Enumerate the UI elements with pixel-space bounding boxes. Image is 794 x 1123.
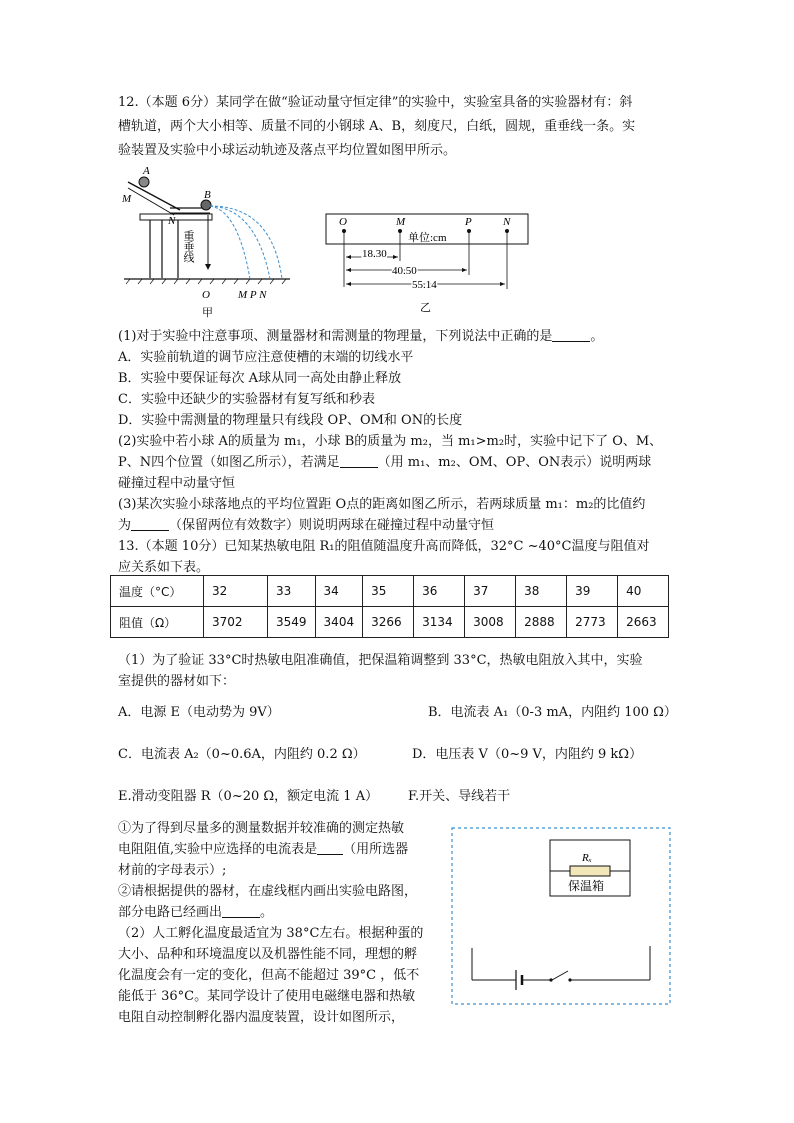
figure-yi-ruler	[320, 205, 540, 323]
table-cell: 2888	[516, 607, 567, 638]
fig-jia-label-A: A	[143, 165, 150, 177]
table-cell: 34	[315, 576, 363, 607]
q13-part2-line3: 化温度会有一定的变化，但高不能超过 39°C ，低不	[118, 968, 420, 983]
q13-item2-line1: ②请根据提供的器材，在虚线框内画出实验电路图，	[118, 884, 418, 899]
q12-option-A: A．实验前轨道的调节应注意使槽的末端的切线水平	[118, 350, 414, 365]
temperature-resistance-table	[110, 575, 669, 638]
table-row	[111, 607, 669, 638]
equipment-A: A．电源 E（电动势为 9V）	[118, 705, 280, 720]
table-cell: 36	[414, 576, 465, 607]
table-cell: 3702	[204, 607, 268, 638]
fig-jia-label-B: B	[204, 189, 211, 201]
fig-jia-label-N: N	[168, 215, 176, 227]
table-cell: 38	[516, 576, 567, 607]
table-header-res: 阻值（Ω）	[111, 607, 204, 638]
answer-blank-3[interactable]	[131, 518, 169, 531]
table-cell: 33	[268, 576, 316, 607]
answer-blank-1[interactable]	[552, 329, 590, 342]
table-cell: 3134	[414, 607, 465, 638]
q13-part2-line2: 大小、品种和环境温度以及机器性能不同，理想的孵	[118, 947, 418, 962]
table-header-temp: 温度（°C）	[111, 576, 204, 607]
table-cell: 3549	[268, 607, 316, 638]
q13-part2-line1: （2）人工孵化温度最适宜为 38°C左右。根据种蛋的	[118, 926, 424, 941]
q13-part1-line2: 室提供的器材如下：	[118, 674, 236, 689]
table-cell: 35	[363, 576, 414, 607]
fig-yi-label-O: O	[339, 216, 347, 228]
resistor-rx-label: Rₓ	[582, 852, 592, 864]
equipment-E: E.滑动变阻器 R（0~20 Ω，额定电流 1 A）	[118, 789, 379, 804]
table-cell: 3008	[465, 607, 516, 638]
fig-yi-label-P: P	[465, 216, 472, 228]
q13-item1-line3: 材前的字母表示）;	[118, 863, 227, 878]
q12-option-C: C．实验中还缺少的实验器材有复写纸和秒表	[118, 392, 375, 407]
q12-option-B: B．实验中要保证每次 A球从同一高处由静止释放	[118, 371, 402, 386]
fig-yi-unit: 单位:cm	[408, 232, 447, 244]
table-cell: 39	[567, 576, 618, 607]
table-cell: 3404	[315, 607, 363, 638]
fig-jia-plumb-label: 重垂线	[182, 230, 194, 263]
q12-sub3-line1: (3)某次实验小球落地点的平均位置距 O点的距离如图乙所示，若两球质量 m₁：m₂的比值约	[118, 497, 646, 512]
circuit-answer-box[interactable]	[450, 826, 674, 1008]
equipment-D: D．电压表 V（0~9 V，内阻约 9 kΩ）	[412, 747, 643, 762]
answer-blank-2[interactable]	[340, 455, 378, 468]
answer-blank-4[interactable]	[317, 842, 343, 855]
fig-jia-label-M: M	[122, 193, 132, 205]
q12-sub2-line3: 碰撞过程中动量守恒	[118, 476, 236, 491]
fig-yi-label-M: M	[396, 216, 406, 228]
fig-jia-label-points: M P N	[238, 289, 267, 301]
q12-stem-line2: 槽轨道，两个大小相等、质量不同的小钢球 A、B，刻度尺，白纸，圆规，重垂线一条。实	[118, 119, 636, 134]
q12-option-D: D．实验中需测量的物理量只有线段 OP、OM和 ON的长度	[118, 413, 463, 428]
table-cell: 32	[204, 576, 268, 607]
fig-yi-label-N: N	[503, 216, 511, 228]
q12-stem-line3: 验装置及实验中小球运动轨迹及落点平均位置如图甲所示。	[118, 143, 457, 158]
q13-item1-line2: 电阻阻值,实验中应选择的电流表是 （用所选器	[118, 842, 409, 857]
table-cell: 40	[618, 576, 669, 607]
fig-jia-label-O: O	[202, 289, 210, 301]
equipment-F: F.开关、导线若干	[408, 789, 511, 804]
answer-blank-5[interactable]	[222, 905, 260, 918]
table-row	[111, 576, 669, 607]
q13-item1-line1: ①为了得到尽量多的测量数据并较准确的测定热敏	[118, 821, 405, 836]
thermostat-label: 保温箱	[568, 879, 605, 893]
fig-yi-dist-OP: 40.50	[392, 265, 417, 277]
fig-yi-caption: 乙	[420, 302, 431, 314]
q12-sub2-line2: P、N四个位置（如图乙所示），若满足 （用 m₁、m₂、OM、OP、ON表示）说明两球	[118, 455, 652, 470]
table-cell: 3266	[363, 607, 414, 638]
q13-item2-line2: 部分电路已经画出 。	[118, 905, 274, 920]
q12-sub1: (1)对于实验中注意事项、测量器材和需测量的物理量，下列说法中正确的是 。	[118, 329, 604, 344]
fig-jia-caption: 甲	[202, 307, 213, 319]
figure-jia-apparatus	[110, 160, 300, 320]
q13-stem-line1: 13.（本题 10分）已知某热敏电阻 R₁的阻值随温度升高而降低，32°C ~40°C温度与阻值对	[118, 539, 650, 554]
q12-stem-line1: 12.（本题 6分）某同学在做“验证动量守恒定律”的实验中，实验室具备的实验器材有：斜	[118, 95, 633, 110]
equipment-B: B．电流表 A₁（0-3 mA，内阻约 100 Ω）	[428, 705, 677, 720]
q12-sub3-line2: 为 （保留两位有效数字）则说明两球在碰撞过程中动量守恒	[118, 518, 495, 533]
q13-part2-line4: 能低于 36°C。某同学设计了使用电磁继电器和热敏	[118, 989, 416, 1004]
table-cell: 2773	[567, 607, 618, 638]
table-cell: 2663	[618, 607, 669, 638]
table-cell: 37	[465, 576, 516, 607]
equipment-C: C．电流表 A₂（0~0.6A，内阻约 0.2 Ω）	[118, 747, 366, 762]
q12-sub2-line1: (2)实验中若小球 A的质量为 m₁，小球 B的质量为 m₂，当 m₁>m₂时，实验中记下了 O、M、	[118, 434, 663, 449]
q13-stem-line2: 应关系如下表。	[118, 560, 210, 575]
fig-yi-dist-OM: 18.30	[362, 248, 387, 260]
q13-part1-line1: （1）为了验证 33°C时热敏电阻准确值，把保温箱调整到 33°C，热敏电阻放入其中，实验	[118, 653, 643, 668]
q13-part2-line5: 电阻自动控制孵化器内温度装置，设计如图所示，	[118, 1010, 405, 1025]
fig-yi-dist-ON: 55.14	[412, 279, 437, 291]
